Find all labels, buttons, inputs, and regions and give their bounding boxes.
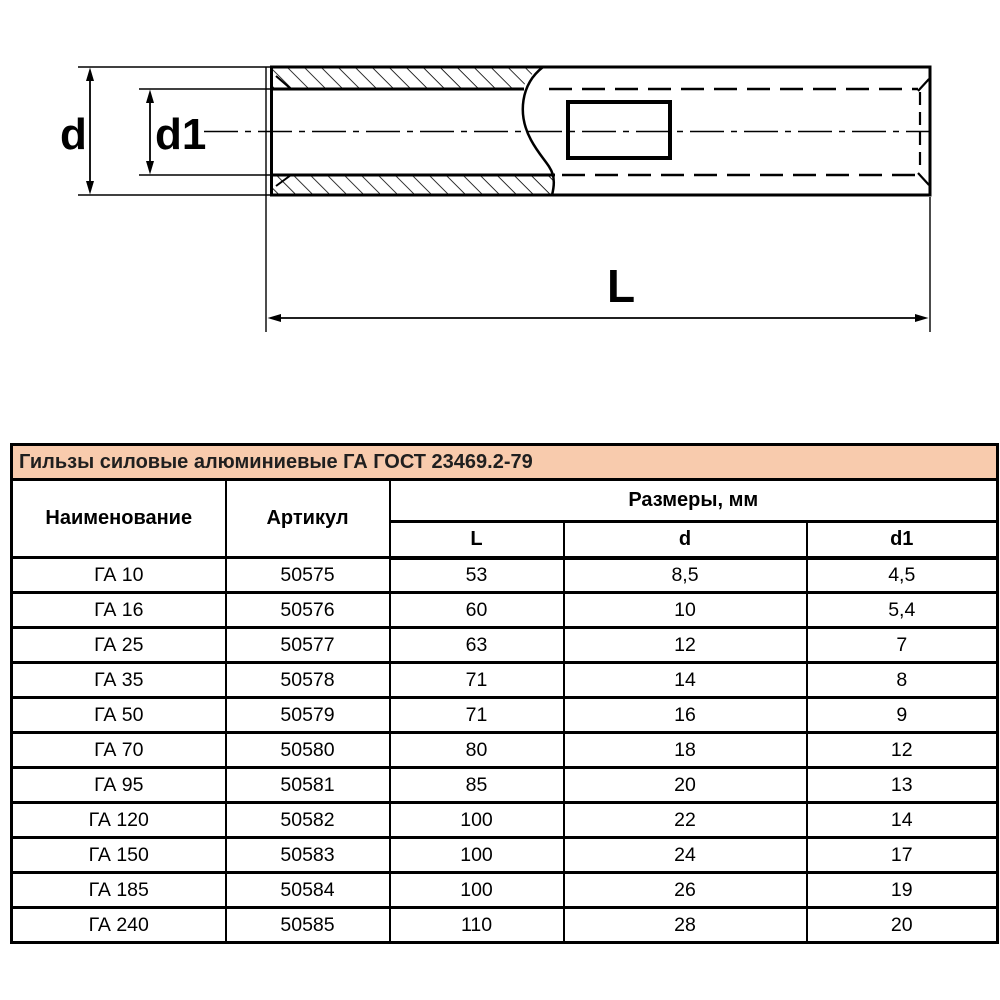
- hatch-top-wall: [272, 69, 541, 90]
- cell-d1: 8: [807, 663, 998, 698]
- cell-d1: 19: [807, 873, 998, 908]
- cell-d1: 9: [807, 698, 998, 733]
- cell-d: 24: [564, 838, 807, 873]
- cell-d: 28: [564, 908, 807, 943]
- table-row: [12, 873, 998, 908]
- cell-name: ГА 16: [12, 593, 226, 628]
- cell-d1: 5,4: [807, 593, 998, 628]
- cell-name: ГА 10: [12, 558, 226, 593]
- table-row: [12, 838, 998, 873]
- table-row: [12, 698, 998, 733]
- cell-name: ГА 70: [12, 733, 226, 768]
- dimension-l-arrow: [268, 314, 929, 322]
- label-L: L: [607, 260, 636, 312]
- cell-d: 16: [564, 698, 807, 733]
- cell-l: 71: [390, 698, 564, 733]
- cell-l: 100: [390, 838, 564, 873]
- cell-l: 80: [390, 733, 564, 768]
- cell-d: 26: [564, 873, 807, 908]
- cell-d1: 14: [807, 803, 998, 838]
- marking-window: [568, 102, 670, 158]
- cell-article: 50581: [226, 768, 390, 803]
- cell-name: ГА 120: [12, 803, 226, 838]
- table-row: [12, 908, 998, 943]
- cell-d: 22: [564, 803, 807, 838]
- cell-d1: 4,5: [807, 558, 998, 593]
- dimension-d1-arrow: [146, 90, 154, 175]
- col-header-l: L: [390, 522, 564, 558]
- cell-d1: 17: [807, 838, 998, 873]
- cell-l: 53: [390, 558, 564, 593]
- cell-l: 85: [390, 768, 564, 803]
- col-header-article: Артикул: [226, 480, 390, 558]
- cell-article: 50582: [226, 803, 390, 838]
- cell-article: 50575: [226, 558, 390, 593]
- table-row: [12, 663, 998, 698]
- cell-name: ГА 50: [12, 698, 226, 733]
- cell-name: ГА 150: [12, 838, 226, 873]
- col-header-d1: d1: [807, 522, 998, 558]
- table-row: [12, 803, 998, 838]
- table-row: [12, 593, 998, 628]
- cell-name: ГА 95: [12, 768, 226, 803]
- col-header-sizes-group: Размеры, мм: [390, 480, 998, 522]
- cell-d1: 13: [807, 768, 998, 803]
- cell-article: 50584: [226, 873, 390, 908]
- cell-article: 50580: [226, 733, 390, 768]
- cell-name: ГА 185: [12, 873, 226, 908]
- cell-d1: 7: [807, 628, 998, 663]
- cell-d1: 12: [807, 733, 998, 768]
- cell-l: 110: [390, 908, 564, 943]
- table-row: [12, 628, 998, 663]
- table-title-row: [12, 445, 998, 480]
- table-row: [12, 558, 998, 593]
- cell-article: 50578: [226, 663, 390, 698]
- col-header-d: d: [564, 522, 807, 558]
- cell-d1: 20: [807, 908, 998, 943]
- cell-d: 20: [564, 768, 807, 803]
- cell-name: ГА 35: [12, 663, 226, 698]
- hatch-bottom-wall: [272, 175, 555, 194]
- cell-name: ГА 240: [12, 908, 226, 943]
- table-row: [12, 768, 998, 803]
- table-header-row: [12, 480, 998, 522]
- cell-d: 8,5: [564, 558, 807, 593]
- cell-article: 50577: [226, 628, 390, 663]
- table-row: [12, 733, 998, 768]
- cell-article: 50576: [226, 593, 390, 628]
- label-d1: d1: [155, 110, 207, 159]
- label-d: d: [60, 110, 87, 159]
- cell-d: 14: [564, 663, 807, 698]
- cell-d: 12: [564, 628, 807, 663]
- cell-d: 18: [564, 733, 807, 768]
- cell-l: 60: [390, 593, 564, 628]
- spec-table: [10, 443, 999, 944]
- col-header-name: Наименование: [12, 480, 226, 558]
- right-chamfer-top: [918, 79, 929, 91]
- cell-article: 50585: [226, 908, 390, 943]
- cell-l: 100: [390, 873, 564, 908]
- technical-drawing: [0, 0, 1000, 435]
- cell-l: 71: [390, 663, 564, 698]
- cell-name: ГА 25: [12, 628, 226, 663]
- cell-d: 10: [564, 593, 807, 628]
- dimension-d-arrow: [86, 68, 94, 195]
- cell-l: 63: [390, 628, 564, 663]
- cell-article: 50579: [226, 698, 390, 733]
- right-chamfer-bottom: [918, 173, 929, 185]
- cell-article: 50583: [226, 838, 390, 873]
- cell-l: 100: [390, 803, 564, 838]
- table-title: Гильзы силовые алюминиевые ГА ГОСТ 23469.2-79: [12, 445, 998, 480]
